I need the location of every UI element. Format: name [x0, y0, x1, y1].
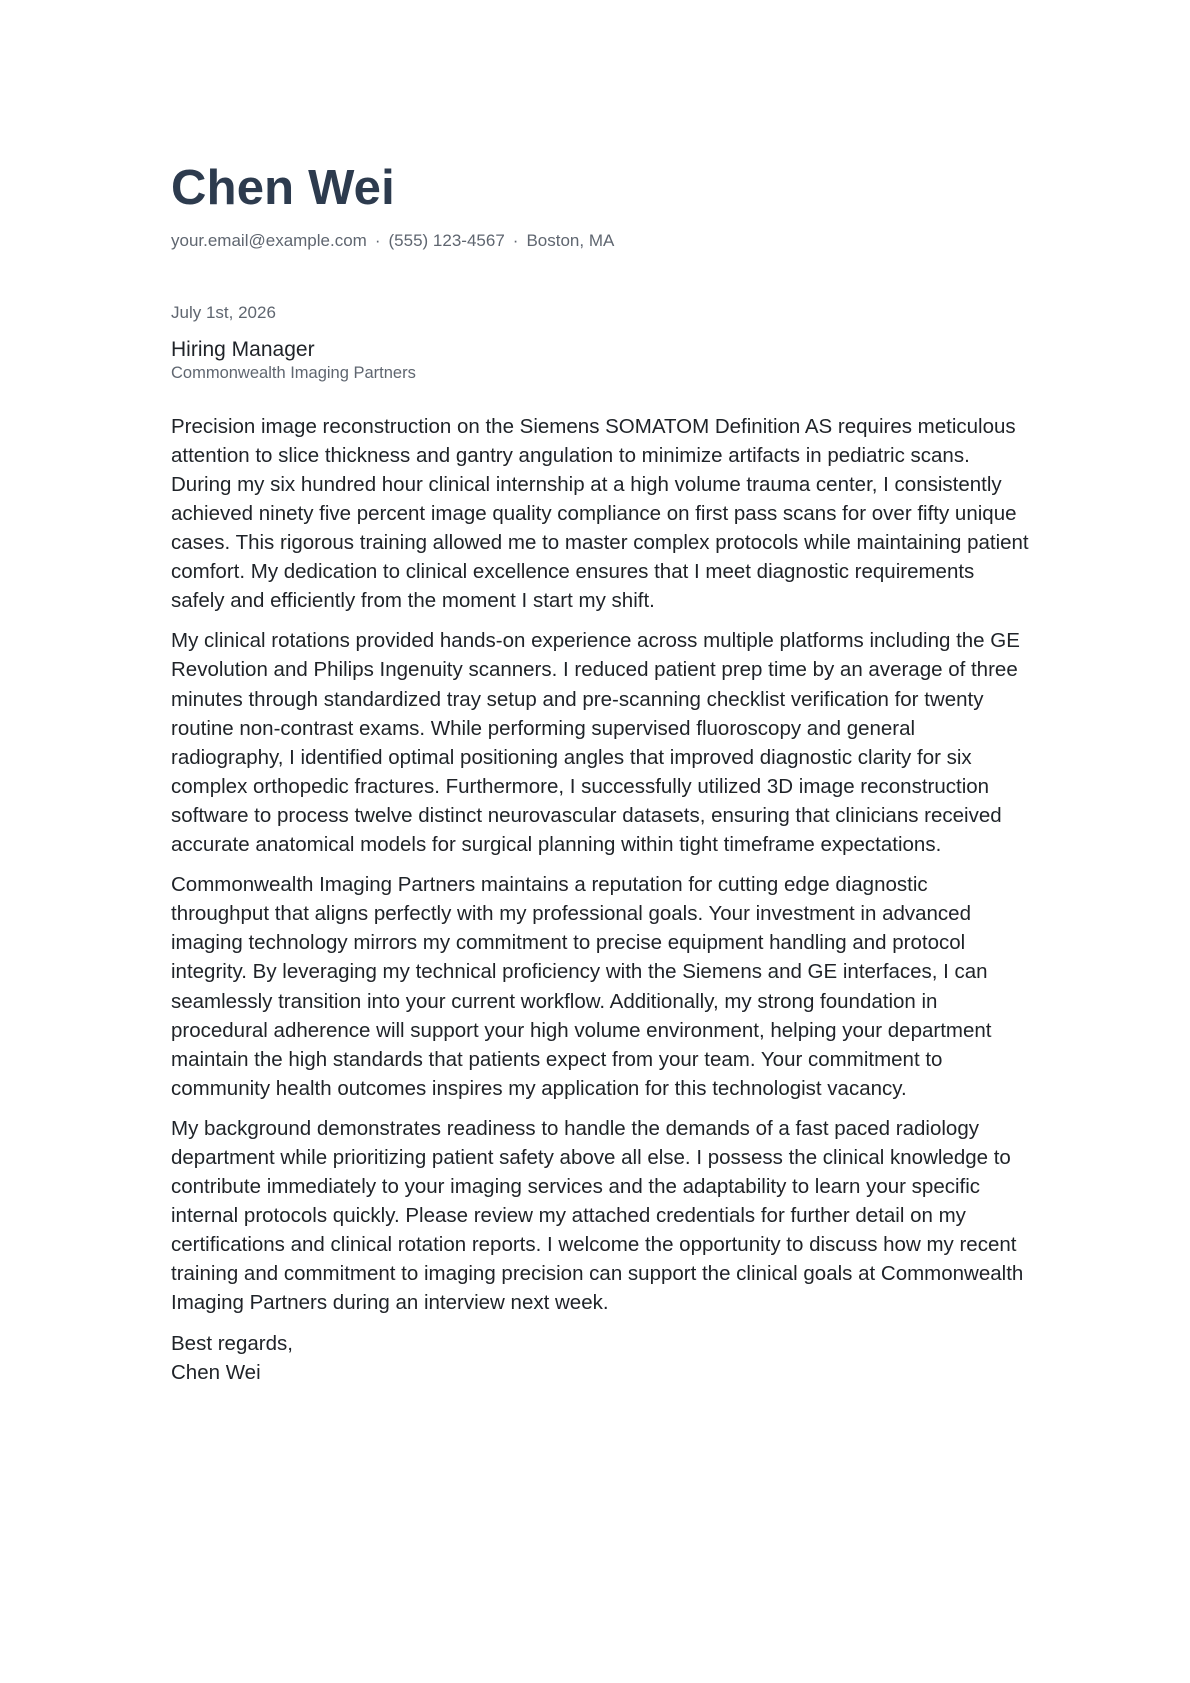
cover-letter [171, 150, 1031, 1387]
applicant-name: Chen Wei [171, 161, 395, 215]
body-paragraph: Commonwealth Imaging Partners maintains a reputation for cutting edge diagnostic throughput that aligns perfectly with my professional goals. Your investment in advanced imaging technology mirrors my commitment to precise equipment handling and protocol integrity. By leveraging my technical proficiency with the Siemens and GE interfaces, I can seamlessly transition into your current workflow. Additionally, my strong foundation in procedural adherence will support your high volume environment, helping your department maintain the high standards that patients expect from your team. Your commitment to community health outcomes inspires my application for this technologist vacancy. [171, 873, 992, 1100]
contact-separator: · [512, 231, 519, 250]
contact-phone: (555) 123-4567 [388, 231, 505, 250]
letter-date: July 1st, 2026 [171, 303, 276, 323]
contact-separator: · [374, 231, 381, 250]
contact-email: your.email@example.com [171, 231, 367, 250]
body-paragraph: My clinical rotations provided hands-on experience across multiple platforms including the GE Revolution and Philips Ingenuity scanners. I reduced patient prep time by an average of three minutes through standardized tray setup and pre-scanning checklist verification for twenty routine non-contrast exams. While performing supervised fluoroscopy and general radiography, I identified optimal positioning angles that improved diagnostic clarity for six complex orthopedic fractures. Furthermore, I successfully utilized 3D image reconstruction software to process twelve distinct neurovascular datasets, ensuring that clinicians received accurate anatomical models for surgical planning within tight timeframe expectations. [171, 629, 1020, 857]
letter-closing [171, 1329, 1031, 1387]
closing-phrase: Best regards, [171, 1331, 293, 1355]
letter-body [171, 412, 1031, 1318]
signature-name: Chen Wei [171, 1360, 261, 1384]
contact-line [171, 231, 1031, 251]
contact-location: Boston, MA [526, 231, 615, 250]
recipient-company: Commonwealth Imaging Partners [171, 363, 416, 382]
body-paragraph: My background demonstrates readiness to handle the demands of a fast paced radiology department while prioritizing patient safety above all else. I possess the clinical knowledge to contribute immediately to your imaging services and the adaptability to learn your specific internal protocols quickly. Please review my attached credentials for further detail on my certifications and clinical rotation reports. I welcome the opportunity to discuss how my recent training and commitment to imaging precision can support the clinical goals at Commonwealth Imaging Partners during an interview next week. [171, 1116, 1024, 1315]
body-paragraph: Precision image reconstruction on the Siemens SOMATOM Definition AS requires meticulous attention to slice thickness and gantry angulation to minimize artifacts in pediatric scans. During my six hundred hour clinical internship at a high volume trauma center, I consistently achieved ninety five percent image quality compliance on first pass scans for over fifty unique cases. This rigorous training allowed me to master complex protocols while maintaining patient comfort. My dedication to clinical excellence ensures that I meet diagnostic requirements safely and efficiently from the moment I start my shift. [171, 414, 1029, 613]
recipient-title: Hiring Manager [171, 337, 315, 361]
